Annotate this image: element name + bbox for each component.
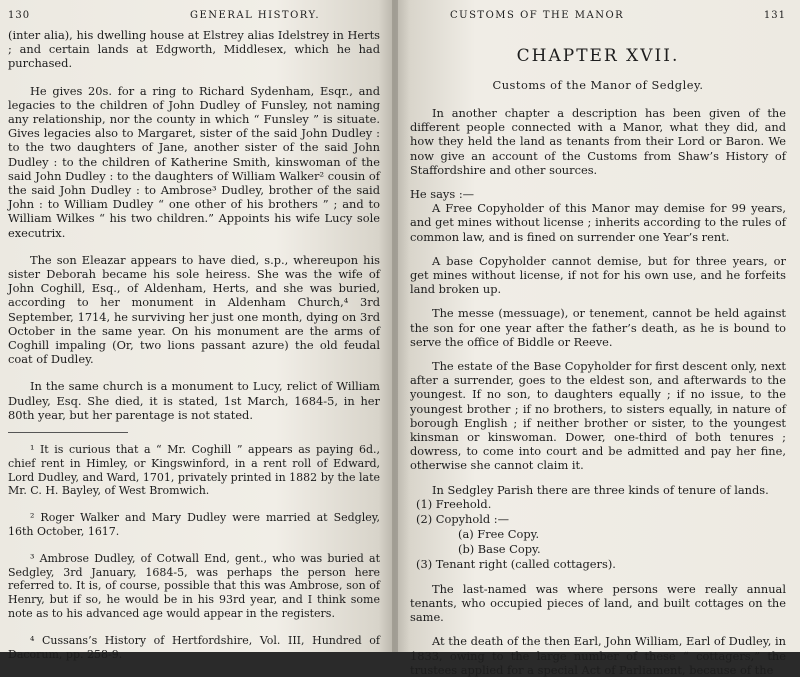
right-paragraph-messe: The messe (messuage), or tenement, cannot be held against the son for one year after the father’s death, as he is bound to serve the office of Biddle or Reeve. — [410, 306, 786, 349]
he-says-line: He says :— — [410, 187, 475, 202]
right-paragraph-earl: At the death of the then Earl, John William, Earl of Dudley, in 1833, owing to the large number of these “ cottagers,” the trustees applied for a special Act of Parliament, because of the — [410, 634, 786, 677]
footnote-4: ⁴ Cussans’s History of Hertfordshire, Vol. III, Hundred of Dacorum, pp. 258-9. — [8, 633, 380, 661]
list-subitem: (a) Free Copy. — [458, 526, 540, 541]
right-page-number: 131 — [763, 10, 786, 21]
left-running-head — [8, 10, 380, 28]
book-gutter — [392, 0, 398, 652]
left-opening-paragraph: (inter alia), his dwelling house at Elstrey alias Idelstrey in Herts ; and certain lands at Edgworth, Middlesex, which he had purchased. — [8, 28, 380, 71]
right-paragraph-tenure: In Sedgley Parish there are three kinds of tenure of lands. — [432, 482, 769, 497]
right-paragraph-free-copyholder: A Free Copyholder of this Manor may demise for 99 years, and get mines without license ; inherits according to the rules of common law, and is fined on surrender one Year’s rent. — [410, 201, 786, 244]
tenure-list — [410, 497, 786, 572]
right-paragraph-estate: The estate of the Base Copyholder for first descent only, next after a surrender, goes to the eldest son, and afterwards to the youngest. If no son, to daughters equally ; if no issue, to the youngest brother ; if no brothers, to sisters equally, in nature of borough English ; if neither brother or sister, to the youngest kinsman or kinswoman. Dower, one-third of both tenures ; dowress, to come into court and be admitted and pay her fine, otherwise she cannot claim it. — [410, 359, 786, 473]
right-paragraph-base-copyholder: A base Copyholder cannot demise, but for three years, or get mines without license, if not for his own use, and he forfeits land broken up. — [410, 253, 786, 297]
right-page — [394, 0, 800, 677]
left-page-number: 130 — [8, 10, 31, 21]
right-running-head — [410, 10, 786, 28]
chapter-title: CHAPTER XVII. — [516, 46, 680, 66]
footnote-1: ¹ It is curious that a “ Mr. Coghill ” appears as paying 6d., chief rent in Himley, or Kingswinford, in a rent roll of Edward, Lord Dudley, and Ward, 1701, privately printed in 1882 by the late Mr. C. H. Bayley, of West Bromwich. — [8, 443, 380, 498]
footnote-rule — [8, 432, 128, 433]
list-item: (1) Freehold. — [416, 496, 492, 511]
left-running-title: GENERAL HISTORY. — [189, 10, 320, 21]
list-item: (2) Copyhold :— — [416, 511, 510, 526]
right-paragraph-intro: In another chapter a description has been given of the different people connected with a Manor, what they did, and how they held the land as tenants from their Lord or Baron. We now give an account of the Customs from Shaw’s History of Staffordshire and other sources. — [410, 106, 786, 177]
footnote-2: ² Roger Walker and Mary Dudley were married at Sedgley, 16th October, 1617. — [8, 511, 380, 539]
left-paragraph-legacies: He gives 20s. for a ring to Richard Sydenham, Esqr., and legacies to the children of John Dudley of Funsley, not naming any relationship, nor the county in which “ Funsley ” is situate. Gives legacies also to Margaret, sister of the said John Dudley : to the two daughters of Jane, another sister of the said John Dudley : to the children of Katherine Smith, kinswoman of the said John Dudley : to the daughters of William Walker² cousin of the said John Dudley : to Ambrose³ Dudley, brother of the said John : to William Dudley “ one other of his brothers ” ; and to William Wilkes “ his two children.” Appoints his wife Lucy sole executrix. — [8, 83, 380, 240]
left-paragraph-lucy: In the same church is a monument to Lucy, relict of William Dudley, Esq. She died, it is stated, 1st March, 1684-5, in her 80th year, but her parentage is not stated. — [8, 379, 380, 422]
section-title: Customs of the Manor of Sedgley. — [492, 78, 704, 92]
footnote-3: ³ Ambrose Dudley, of Cotwall End, gent., who was buried at Sedgley, 3rd January, 1684-5, was perhaps the person here referred to. It is, of course, possible that this was Ambrose, son of Henry, but if so, he would be in his 93rd year, and I think some note as to his advanced age would appear in the registers. — [8, 551, 380, 621]
right-paragraph-cottagers: The last-named was where persons were really annual tenants, who occupied pieces of land, and built cottages on the same. — [410, 581, 786, 625]
list-item: (3) Tenant right (called cottagers). — [416, 556, 616, 571]
left-page — [0, 0, 394, 661]
left-paragraph-eleazar: The son Eleazar appears to have died, s.p., whereupon his sister Deborah became his sole heiress. She was the wife of John Coghill, Esq., of Aldenham, Herts, and she was buried, according to her monument in Aldenham Church,⁴ 3rd September, 1714, he surviving her just one month, dying on 3rd October in the same year. On his monument are the arms of Coghill impaling (Or, two lions passant azure) the old feudal coat of Dudley. — [8, 252, 380, 367]
right-running-title: CUSTOMS OF THE MANOR — [450, 10, 625, 21]
list-subitem: (b) Base Copy. — [458, 541, 541, 556]
